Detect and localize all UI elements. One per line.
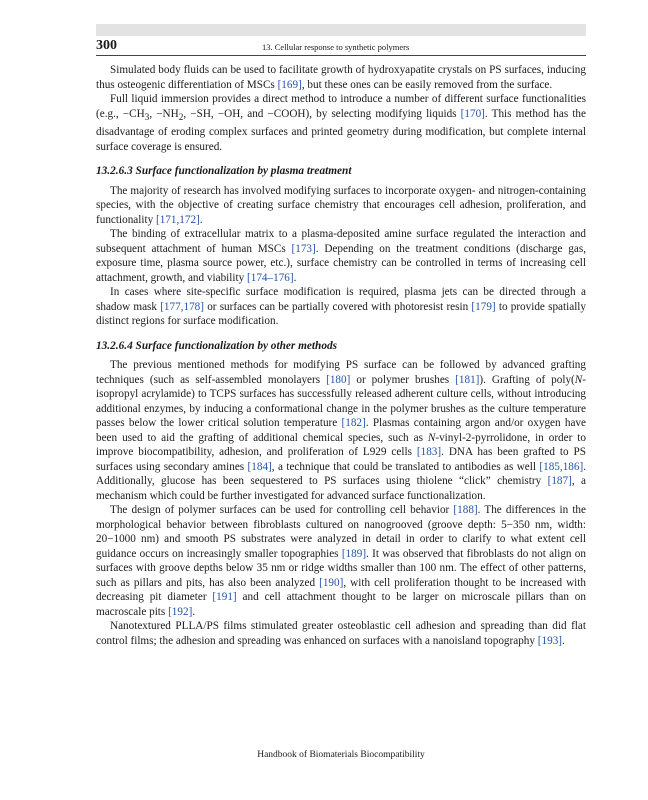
subscript: 3 xyxy=(144,112,150,123)
citation-link[interactable]: [173] xyxy=(291,242,316,255)
section-heading-other: 13.2.6.4 Surface functionalization by other methods xyxy=(96,339,338,352)
citation-link[interactable]: [170] xyxy=(460,107,485,120)
text-run: . Depending on the treatment conditions (discharge gas, exposure time, plasma source power, etc.), surface chemistry can be controlled in terms of increasing cell attachment, growth, and viability xyxy=(96,242,586,284)
citation-link[interactable]: [182] xyxy=(341,417,366,430)
citation-link[interactable]: [192] xyxy=(168,605,193,618)
subscript: 2 xyxy=(178,112,184,123)
text-run: , −NH xyxy=(149,107,179,120)
text-run: The design of polymer surfaces can be used for controlling cell behavior xyxy=(110,504,454,517)
citation-link[interactable]: [187] xyxy=(547,475,572,488)
header-bar xyxy=(96,24,586,36)
text-run: . The differences in the morphological behavior between fibroblasts cultured on nanogrooved (groove depth: 5−350 nm, width: 20−1000 nm) and smooth PS substrates were analyzed in detail in order to clarify to what extent cell guidance occurs on increasingly smaller topographies xyxy=(96,504,586,560)
citation-link[interactable]: [189] xyxy=(341,547,367,560)
text-run: The previous mentioned methods for modifying PS surface can be followed by advanced grafting techniques (such as self-assembled monolayers xyxy=(96,359,586,386)
text-run: to provide spatially distinct regions for surface modification. xyxy=(96,300,587,328)
page-footer: Handbook of Biomaterials Biocompatibility xyxy=(257,750,425,760)
page-body xyxy=(96,63,586,648)
text-run: , −SH, −OH, and −COOH), by selecting modifying liquids xyxy=(183,107,461,120)
paragraph xyxy=(96,503,586,619)
text-run: , a technique that could be translated to antibodies as well xyxy=(271,460,540,473)
text-run: , a mechanism which could be further investigated for advanced surface functionalization. xyxy=(96,475,586,502)
paragraph xyxy=(96,63,586,92)
header-rule xyxy=(96,55,586,56)
text-run: The binding of extracellular matrix to a plasma-deposited amine surface regulated the interaction and subsequent attachment of human MSCs xyxy=(96,228,586,255)
text-run: In cases where site-specific surface modification is required, plasma jets can be directed through a shadow mask xyxy=(96,286,586,313)
text-run: ). Grafting of poly( xyxy=(479,373,575,386)
citation-link[interactable]: [183] xyxy=(416,446,442,459)
text-run: . Additionally, glucose has been sequestered to PS surfaces using thiolene “click” chemistry xyxy=(96,460,586,488)
citation-link[interactable]: [169] xyxy=(277,78,302,91)
paragraph xyxy=(96,358,586,503)
paragraph xyxy=(96,619,586,648)
citation-link[interactable]: [174–176] xyxy=(247,271,294,284)
text-run: . xyxy=(192,605,196,618)
text-run: -vinyl-2-pyrrolidone, in order to improve biocompatibility, adhesion, and proliferation of L929 cells xyxy=(96,431,586,459)
citation-link[interactable]: [188] xyxy=(453,504,478,517)
running-title: 13. Cellular response to synthetic polymers xyxy=(262,42,410,52)
text-run: . xyxy=(199,213,203,226)
text-run: . It was observed that fibroblasts do not align on surfaces with groove depths below 35 nm or ridge widths smaller than 100 nm. The effect of other patterns, such as pillars and pits, has also been analyzed xyxy=(96,547,586,589)
text-run: The majority of research has involved modifying surfaces to incorporate oxygen- and nitrogen-containing species, with the objective of creating surface chemistry that encourages cell adhesion, proliferation, and functionality xyxy=(96,184,586,226)
citation-link[interactable]: [171,172] xyxy=(155,213,200,226)
text-run: . Plasmas containing argon and/or oxygen have been used to aid the grafting of additional chemical species, such as xyxy=(96,417,586,444)
paragraph xyxy=(96,92,586,154)
paragraph xyxy=(96,184,586,228)
page-number: 300 xyxy=(96,38,117,53)
text-run: . xyxy=(293,271,297,284)
citation-link[interactable]: [191] xyxy=(212,591,237,604)
citation-link[interactable]: [180] xyxy=(326,373,351,386)
citation-link[interactable]: [190] xyxy=(319,576,344,589)
citation-link[interactable]: [177,178] xyxy=(160,300,204,313)
text-run: or polymer brushes xyxy=(350,373,456,386)
text-run: . xyxy=(562,634,565,647)
section-heading-plasma: 13.2.6.3 Surface functionalization by plasma treatment xyxy=(96,165,352,178)
text-run: , but these ones can be easily removed from the surface. xyxy=(301,78,553,91)
text-run: or surfaces can be partially covered with photoresist resin xyxy=(204,300,472,313)
text-run: . DNA has been grafted to PS surfaces using secondary amines xyxy=(96,446,586,473)
text-run: . This method has the disadvantage of eroding complex surfaces and printed geometry during modification, but complete internal surface coverage is ensured. xyxy=(96,107,586,153)
text-run: Full liquid immersion provides a direct method to introduce a number of different surface functionalities (e.g., −CH xyxy=(96,93,586,120)
citation-link[interactable]: [185,186] xyxy=(539,460,584,473)
text-run: and cell attachment thought to be larger on microscale pillars than on macroscale pits xyxy=(96,591,586,618)
italic-text: N xyxy=(574,373,583,386)
text-run: , with cell proliferation thought to be increased with decreasing pit diameter xyxy=(96,576,586,604)
citation-link[interactable]: [184] xyxy=(247,460,272,473)
text-run: Nanotextured PLLA/PS films stimulated greater osteoblastic cell adhesion and spreading than did flat control films; the adhesion and spreading was enhanced on surfaces with a nanoisland topography xyxy=(96,620,586,647)
italic-text: N xyxy=(427,431,436,444)
citation-link[interactable]: [193] xyxy=(537,634,563,647)
citation-link[interactable]: [179] xyxy=(471,300,496,313)
page-header xyxy=(96,38,586,54)
paragraph xyxy=(96,227,586,285)
paragraph xyxy=(96,285,586,329)
text-run: -isopropyl acrylamide) to TCPS surfaces has successfully released adherent culture cells, without introducing additional enzymes, by inducing a conformational change in the polymer brushes as the culture temperature passes below the lower critical solution temperature xyxy=(96,373,586,430)
text-run: Simulated body fluids can be used to facilitate growth of hydroxyapatite crystals on PS surfaces, inducing thus osteogenic differentiation of MSCs xyxy=(96,64,586,91)
citation-link[interactable]: [181] xyxy=(455,373,480,386)
